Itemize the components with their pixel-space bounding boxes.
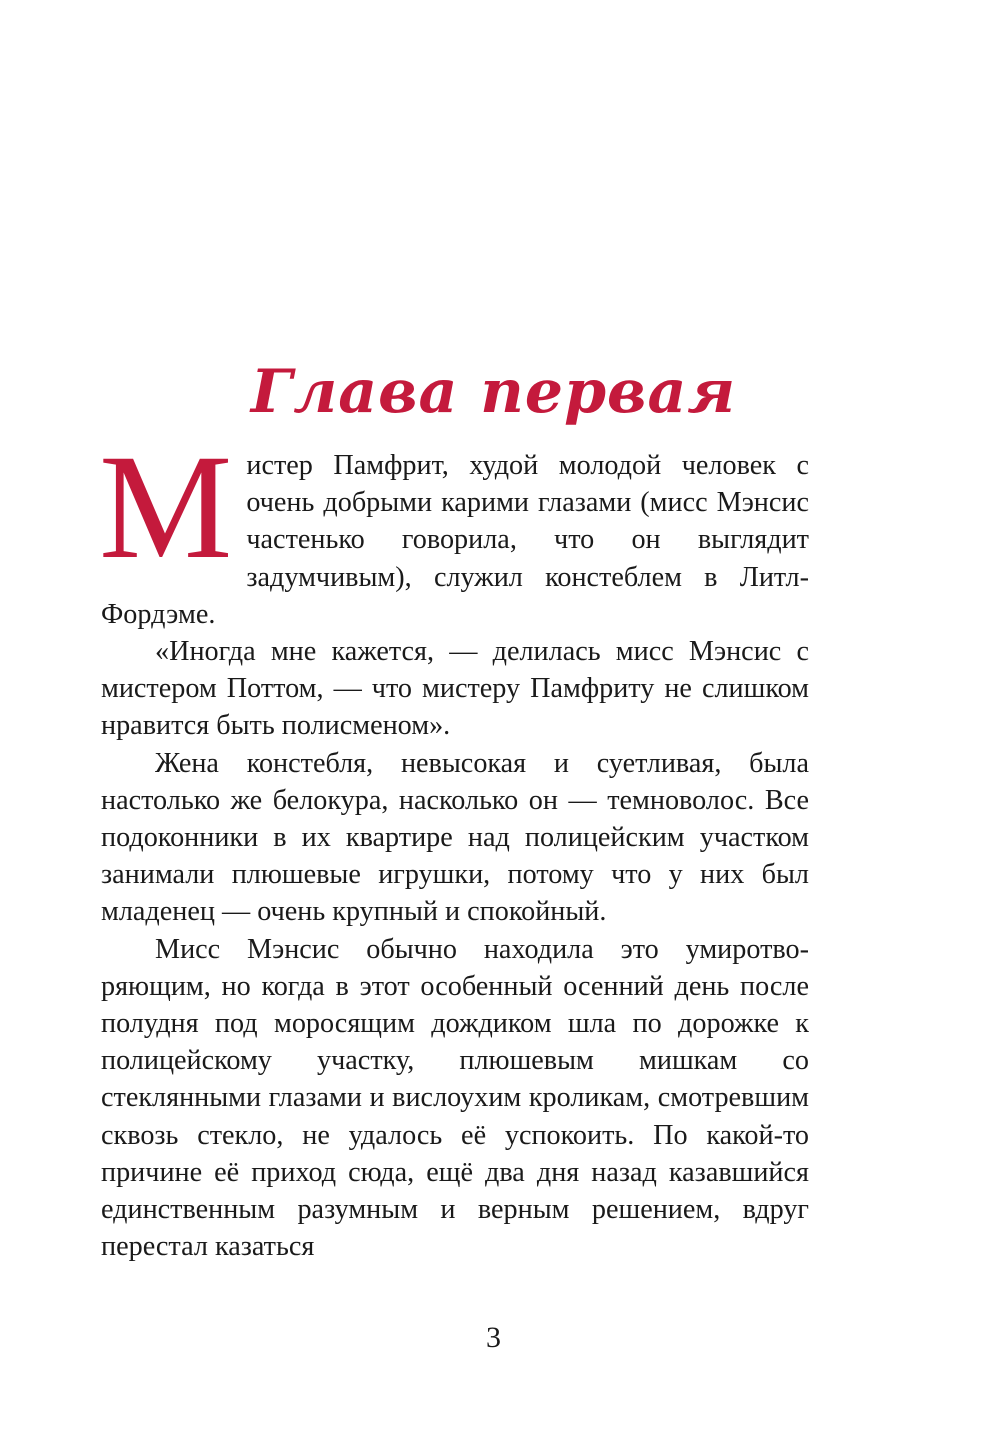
paragraph: Жена констебля, невысокая и суетливая, была настолько же белокура, насколько он — темноволос. Все подоконники в их квартире над полицейским участком занимали плюшевые игрушки, потому что у них был младенец — очень крупный и спокойный. <box>101 747 809 928</box>
paragraph: «Иногда мне кажется, — делилась мисс Мэнсис с мистером Поттом, — что мистеру Памфриту не слишком нравится быть полисменом». <box>101 636 809 742</box>
paragraph: Мисс Мэнсис обычно находила это умиротворяющим, но когда в этот особенный осенний день после полудня под моросящим дождиком шла по дорожке к полицейскому участку, плюшевым мишкам со стеклянными глазами и вислоухим кроликам, смотревшим сквозь стекло, не удалось её успокоить. По какой-то причине её приход сюда, ещё два дня назад казавшийся единственным разумным и верным решением, вдруг перестал казаться <box>101 933 809 1263</box>
chapter-title: Глава первая <box>250 357 737 427</box>
body-text <box>99 424 809 1265</box>
drop-cap: М <box>99 424 233 590</box>
first-paragraph-text: истер Памфрит, худой молодой человек с очень добрыми карими глазами (мисс Мэнсис частенько говорила, что он выглядит задумчивым), служил констеблем в Литл-Фордэме. <box>101 450 809 630</box>
page-number: 3 <box>486 1321 501 1354</box>
first-paragraph <box>99 424 809 633</box>
